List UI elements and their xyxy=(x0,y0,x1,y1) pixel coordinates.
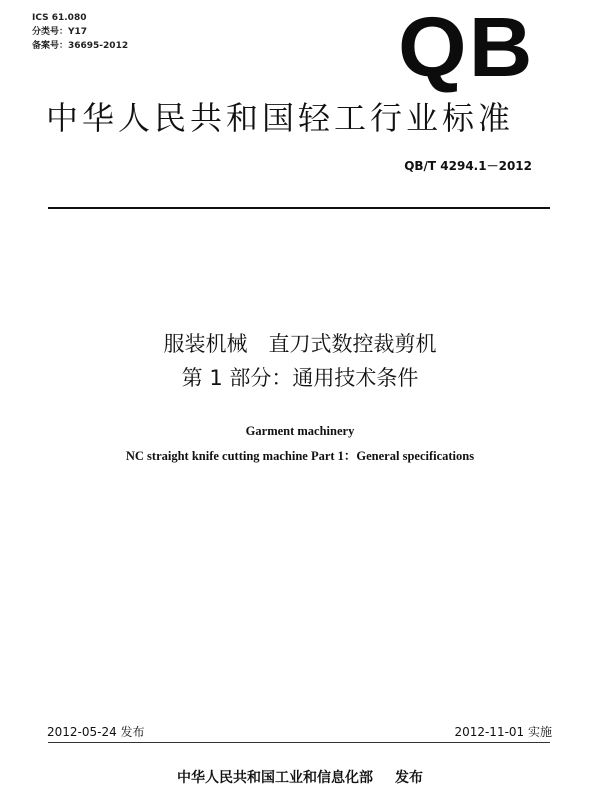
implementation-date: 2012-11-01 实施 xyxy=(454,725,552,739)
publisher-action: 发布 xyxy=(395,770,423,786)
title-chinese-line-2: 第 1 部分：通用技术条件 xyxy=(181,366,419,390)
issue-date: 2012-05-24 发布 xyxy=(47,725,145,739)
record-number: 备案号：36695-2012 xyxy=(32,41,129,51)
title-english-line-1: Garment machinery xyxy=(245,424,355,438)
header-divider xyxy=(48,207,550,209)
title-chinese-line-1: 服装机械 直刀式数控裁剪机 xyxy=(163,332,437,356)
qb-logo: QB xyxy=(398,0,535,94)
footer-divider xyxy=(48,742,550,743)
standard-category-title: 中华人民共和国轻工行业标准 xyxy=(46,99,515,137)
ics-code: ICS 61.080 xyxy=(32,13,87,23)
classification-code: 分类号：Y17 xyxy=(32,27,88,37)
standard-number: QB/T 4294.1－2012 xyxy=(404,159,532,173)
title-english-line-2: NC straight knife cutting machine Part 1：General specifications xyxy=(125,449,475,463)
publisher-org: 中华人民共和国工业和信息化部 xyxy=(177,770,373,786)
publisher-line xyxy=(0,767,600,787)
